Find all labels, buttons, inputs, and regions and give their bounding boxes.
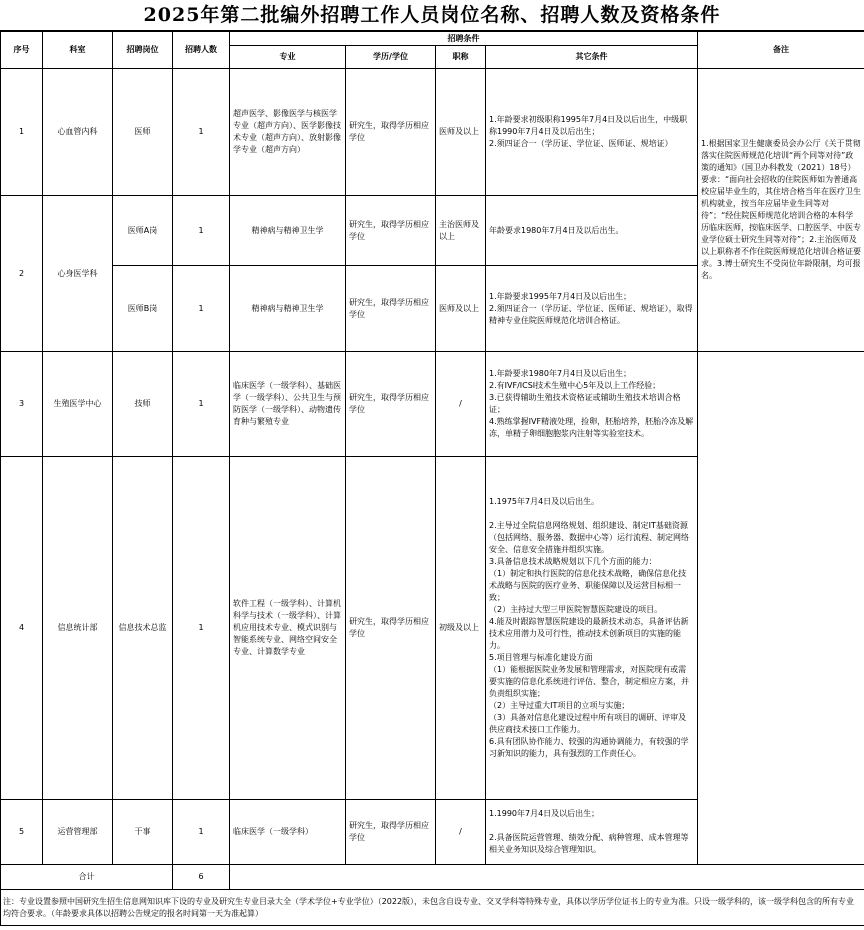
cell-count: 1	[173, 352, 230, 457]
footnote: 注：专业设置参照中国研究生招生信息网知识库下设的专业及研究生专业目录大全（学术学位+专业学位）（2022版），未包含自设专业、交叉学科等特殊专业，具体以学历学位证书上的专业为准。只设一级学科的，该一级学科包含的所有专业均符合要求。（年龄要求具体以招聘公告规定的报名时间第一天为准起算）	[1, 890, 864, 926]
cell-degree: 研究生，取得学历相应学位	[346, 352, 436, 457]
cell-major: 软件工程（一级学科）、计算机科学与技术（一级学科）、计算机应用技术专业、模式识别与智能系统专业、网络空间安全专业、计算数学专业	[230, 457, 346, 800]
cell-count: 1	[173, 196, 230, 266]
table-row	[1, 69, 864, 196]
cell-title-level: /	[436, 800, 486, 865]
cell-seq: 4	[1, 457, 43, 800]
cell-other: 1.年龄要求1980年7月4日及以后出生； 2.有IVF/ICSI技术生殖中心5年及以上工作经验； 3.已获得辅助生殖技术资格证或辅助生殖技术培训合格证； 4.熟练掌握IVF精液处理，捡卵，胚胎培养，胚胎冷冻及解冻，单精子卵细胞胞浆内注射等实验室技术。	[486, 352, 698, 457]
cell-post: 医师B岗	[113, 266, 173, 352]
cell-major: 临床医学（一级学科）、基础医学（一级学科）、公共卫生与预防医学（一级学科）、动物遗传育种与繁殖专业	[230, 352, 346, 457]
header-seq: 序号	[1, 32, 43, 69]
cell-post: 医师	[113, 69, 173, 196]
cell-dept: 心身医学科	[43, 196, 113, 352]
cell-title-level: 医师及以上	[436, 266, 486, 352]
header-count: 招聘人数	[173, 32, 230, 69]
recruitment-table	[0, 31, 864, 926]
cell-other: 1.1990年7月4日及以后出生； 2.具备医院运营管理、绩效分配、病种管理、成本管理等相关业务知识及综合管理知识。	[486, 800, 698, 865]
cell-seq: 2	[1, 196, 43, 352]
cell-count: 1	[173, 266, 230, 352]
header-major: 专业	[230, 46, 346, 69]
header-other: 其它条件	[486, 46, 698, 69]
cell-major: 超声医学、影像医学与核医学专业（超声方向）、医学影像技术专业（超声方向）、放射影像学专业（超声方向）	[230, 69, 346, 196]
cell-dept: 生殖医学中心	[43, 352, 113, 457]
cell-major: 精神病与精神卫生学	[230, 196, 346, 266]
cell-post: 医师A岗	[113, 196, 173, 266]
cell-seq: 3	[1, 352, 43, 457]
cell-degree: 研究生，取得学历相应学位	[346, 69, 436, 196]
cell-degree: 研究生，取得学历相应学位	[346, 457, 436, 800]
cell-other: 1.年龄要求1995年7月4日及以后出生； 2.须四证合一（学历证、学位证、医师证、规培证），取得精神专业住院医师规范化培训合格证。	[486, 266, 698, 352]
header-title-level: 职称	[436, 46, 486, 69]
cell-other: 1.1975年7月4日及以后出生。 2.主导过全院信息网络规划、组织建设、制定IT基础资源（包括网络、服务器、数据中心等）运行流程、制定网络安全、信息安全措施并组织实施。 3.具备信息技术战略规划以下几个方面的能力： （1）制定和执行医院的信息化技术战略，确保信息化技术战略与医院的医疗业务、职能保障以及运营目标相一致； （2）主持过大型三甲医院智慧医院建设的项目。 4.能及时跟踪智慧医院建设的最新技术动态，具备评估新技术应用潜力及可行性，推动技术创新项目的实施的能力。 5.项目管理与标准化建设方面 （1）能根据医院业务发展和管理需求，对医院现有或需要实施的信息化系统进行评估、整合，制定相应方案，并负责组织实施； （2）主导过重大IT项目的立项与实施； （3）具备对信息化建设过程中所有项目的调研、评审及供应商技术接口工作能力。 6.具有团队协作能力、较强的沟通协调能力，有较强的学习新知识的能力，具有强烈的工作责任心。	[486, 457, 698, 800]
cell-degree: 研究生，取得学历相应学位	[346, 196, 436, 266]
header-remark: 备注	[698, 32, 864, 69]
header-dept: 科室	[43, 32, 113, 69]
total-row	[1, 865, 864, 890]
cell-seq: 1	[1, 69, 43, 196]
cell-dept: 心血管内科	[43, 69, 113, 196]
cell-post: 技师	[113, 352, 173, 457]
table-row	[1, 352, 864, 457]
cell-title-level: 初级及以上	[436, 457, 486, 800]
total-label: 合计	[1, 865, 173, 890]
cell-other: 年龄要求1980年7月4日及以后出生。	[486, 196, 698, 266]
cell-seq: 5	[1, 800, 43, 865]
remark-cell: 1.根据国家卫生健康委员会办公厅《关于贯彻落实住院医师规范化培训“两个同等对待”政策的通知》（国卫办科教发（2021）18号）要求：“面向社会招收的住院医师如为普通高校应届毕业生的，其住培合格当年在医疗卫生机构就业，按当年应届毕业生同等对待”；“经住院医师规范化培训合格的本科学历临床医师，按临床医学、口腔医学、中医专业学位硕士研究生同等对待”；2.主治医师及以上职称者不作住院医师规范化培训合格证要求。3.博士研究生不受岗位年龄限制，均可报名。	[698, 69, 864, 352]
cell-dept: 运营管理部	[43, 800, 113, 865]
total-empty-cell	[230, 865, 864, 890]
cell-title-level: 主治医师及以上	[436, 196, 486, 266]
cell-title-level: /	[436, 352, 486, 457]
page-title: 2025年第二批编外招聘工作人员岗位名称、招聘人数及资格条件	[0, 0, 864, 31]
cell-other: 1.年龄要求初级职称1995年7月4日及以后出生，中级职称1990年7月4日及以后出生； 2.须四证合一（学历证、学位证、医师证、规培证）	[486, 69, 698, 196]
cell-major: 精神病与精神卫生学	[230, 266, 346, 352]
total-count: 6	[173, 865, 230, 890]
cell-count: 1	[173, 800, 230, 865]
cell-count: 1	[173, 69, 230, 196]
cell-major: 临床医学（一级学科）	[230, 800, 346, 865]
cell-degree: 研究生，取得学历相应学位	[346, 800, 436, 865]
cell-post: 干事	[113, 800, 173, 865]
header-post: 招聘岗位	[113, 32, 173, 69]
cell-post: 信息技术总监	[113, 457, 173, 800]
cell-title-level: 医师及以上	[436, 69, 486, 196]
cell-dept: 信息统计部	[43, 457, 113, 800]
cell-degree: 研究生，取得学历相应学位	[346, 266, 436, 352]
header-conditions: 招聘条件	[230, 32, 698, 46]
cell-count: 1	[173, 457, 230, 800]
remark-empty-cell	[698, 352, 864, 865]
header-degree: 学历/学位	[346, 46, 436, 69]
